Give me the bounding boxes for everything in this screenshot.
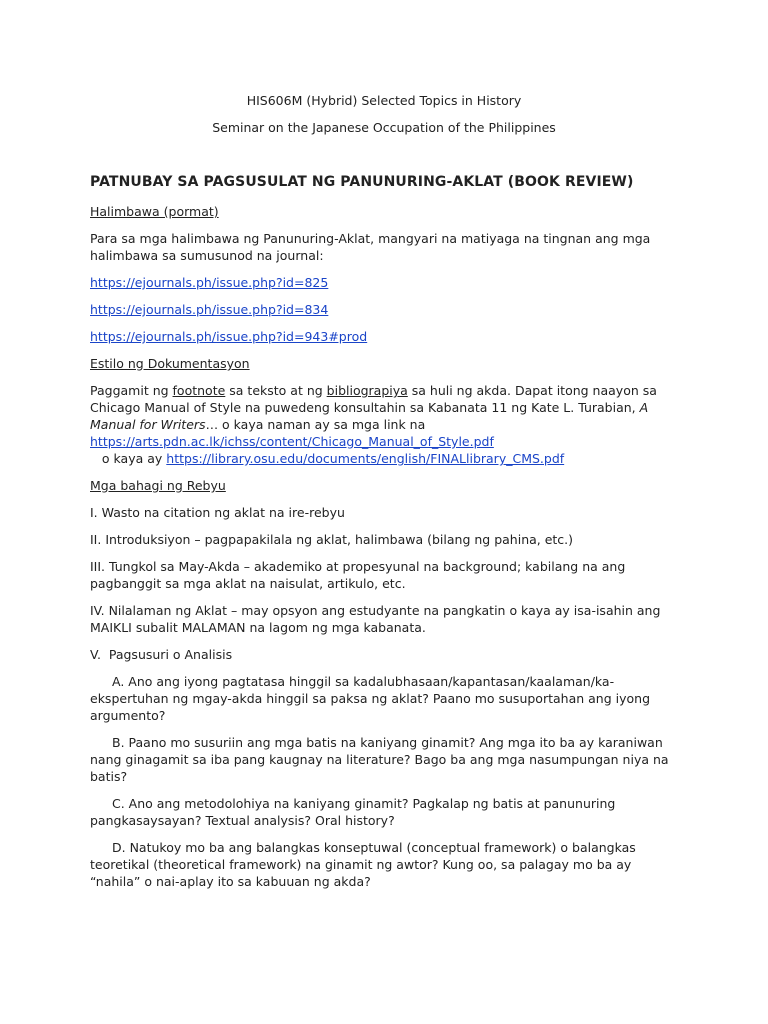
part-1: I. Wasto na citation ng aklat na ire-rebyu <box>90 505 345 520</box>
journal-link-943[interactable]: https://ejournals.ph/issue.php?id=943#prod <box>90 329 368 344</box>
book-title: A Manual for Writers <box>90 400 649 432</box>
part-4: IV. Nilalaman ng Aklat – may opsyon ang estudyante na pangkatin o kaya ay isa-isahin ang MAIKLI subalit MALAMAN na lagom ng mga kabanata. <box>90 603 661 635</box>
style-text-4: … o kaya naman ay sa mga link na <box>205 417 426 432</box>
style-text-1: Paggamit ng <box>90 383 173 398</box>
style-heading: Estilo ng Dokumentasyon <box>90 356 250 371</box>
example-intro: Para sa mga halimbawa ng Panunuring-Aklat, mangyari na matiyaga na tingnan ang mga halimbawa sa sumusunod na journal: <box>90 231 651 263</box>
part-2: II. Introduksiyon – pagpapakilala ng aklat, halimbawa (bilang ng pahina, etc.) <box>90 532 574 547</box>
chicago-manual-link[interactable]: https://arts.pdn.ac.lk/ichss/content/Chicago_Manual_of_Style.pdf <box>90 434 494 449</box>
page-title: PATNUBAY SA PAGSUSULAT NG PANUNURING-AKLAT (BOOK REVIEW) <box>90 174 634 190</box>
bibliografiya-term: bibliograpiya <box>326 383 408 398</box>
style-text-2: sa teksto at ng <box>225 383 327 398</box>
style-paragraph <box>90 382 685 467</box>
part-3: III. Tungkol sa May-Akda – akademiko at propesyunal na background; kabilang na ang pagbanggit sa mga aklat na naisulat, artikulo, etc. <box>90 559 626 591</box>
style-text-3: sa huli ng akda. Dapat itong naayon sa Chicago Manual of Style na puwedeng konsultahin sa Kabanata 11 ng Kate L. Turabian, <box>90 383 657 415</box>
journal-link-834[interactable]: https://ejournals.ph/issue.php?id=834 <box>90 302 329 317</box>
analysis-a: A. Ano ang iyong pagtatasa hinggil sa kadalubhasaan/kapantasan/kaalaman/ka-ekspertuhan ng mgay-akda hinggil sa paksa ng aklat? Paano mo susuportahan ang iyong argumento? <box>90 674 650 723</box>
course-title: HIS606M (Hybrid) Selected Topics in History <box>246 93 522 108</box>
footnote-term: footnote <box>172 383 226 398</box>
style-text-5: o kaya ay <box>90 451 167 466</box>
analysis-d: D. Natukoy mo ba ang balangkas konseptuwal (conceptual framework) o balangkas teoretikal (theoretical framework) na ginamit ng awtor? Kung oo, sa palagay mo ba ay “nahila” o nai-aplay ito sa kabuuan ng akda? <box>90 840 636 889</box>
part-5: V. Pagsusuri o Analisis <box>90 647 233 662</box>
parts-heading: Mga bahagi ng Rebyu <box>90 478 226 493</box>
seminar-title: Seminar on the Japanese Occupation of the Philippines <box>212 120 556 135</box>
analysis-b: B. Paano mo susuriin ang mga batis na kaniyang ginamit? Ang mga ito ba ay karaniwan nang ginagamit sa iba pang kaugnay na literature? Bago ba ang mga nasumpungan niya na batis? <box>90 735 669 784</box>
osu-library-link[interactable]: https://library.osu.edu/documents/english/FINALlibrary_CMS.pdf <box>166 451 565 466</box>
document-body <box>90 174 685 900</box>
analysis-c: C. Ano ang metodolohiya na kaniyang ginamit? Pagkalap ng batis at panunuring pangkasaysayan? Textual analysis? Oral history? <box>90 796 616 828</box>
example-heading: Halimbawa (pormat) <box>90 204 219 219</box>
journal-link-825[interactable]: https://ejournals.ph/issue.php?id=825 <box>90 275 329 290</box>
